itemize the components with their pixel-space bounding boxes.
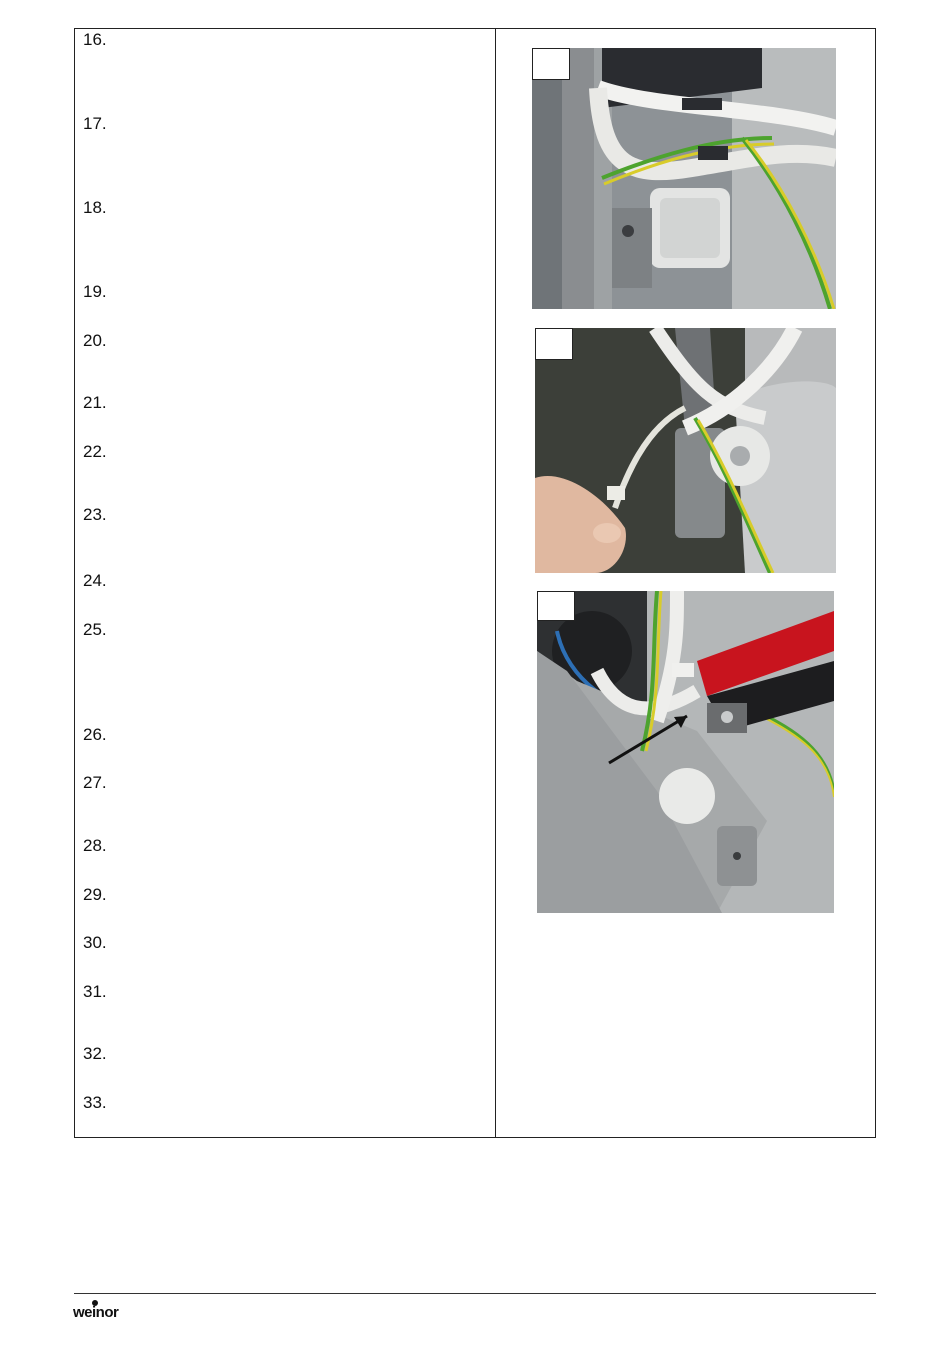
photo-cable-tie-threading-image: [535, 328, 836, 573]
photo-cable-tie-trimming-image: [537, 591, 834, 913]
photo-cable-clips: [532, 48, 836, 309]
step-number: 31.: [83, 982, 107, 1001]
step-number: 29.: [83, 885, 107, 904]
step-number: 25.: [83, 620, 107, 639]
logo-text: weinor: [73, 1304, 119, 1321]
footer-rule: [74, 1293, 876, 1294]
step-number: 28.: [83, 836, 107, 855]
step-number: 21.: [83, 393, 107, 412]
step-number: 16.: [83, 30, 107, 49]
step-number: 17.: [83, 114, 107, 133]
photo-cable-clips-image: [532, 48, 836, 309]
step-number: 20.: [83, 331, 107, 350]
photo-label-box: [535, 328, 573, 360]
step-number: 27.: [83, 773, 107, 792]
column-divider: [495, 28, 496, 1138]
photo-cable-tie-trimming: [537, 591, 834, 913]
step-number: 18.: [83, 198, 107, 217]
photo-label-box: [537, 591, 575, 621]
step-number: 33.: [83, 1093, 107, 1112]
step-number: 23.: [83, 505, 107, 524]
step-number: 30.: [83, 933, 107, 952]
step-number: 32.: [83, 1044, 107, 1063]
photo-cable-tie-threading: [535, 328, 836, 573]
step-number: 22.: [83, 442, 107, 461]
photo-label-box: [532, 48, 570, 80]
step-number: 26.: [83, 725, 107, 744]
weinor-logo: [73, 1302, 133, 1324]
step-number: 19.: [83, 282, 107, 301]
step-number: 24.: [83, 571, 107, 590]
